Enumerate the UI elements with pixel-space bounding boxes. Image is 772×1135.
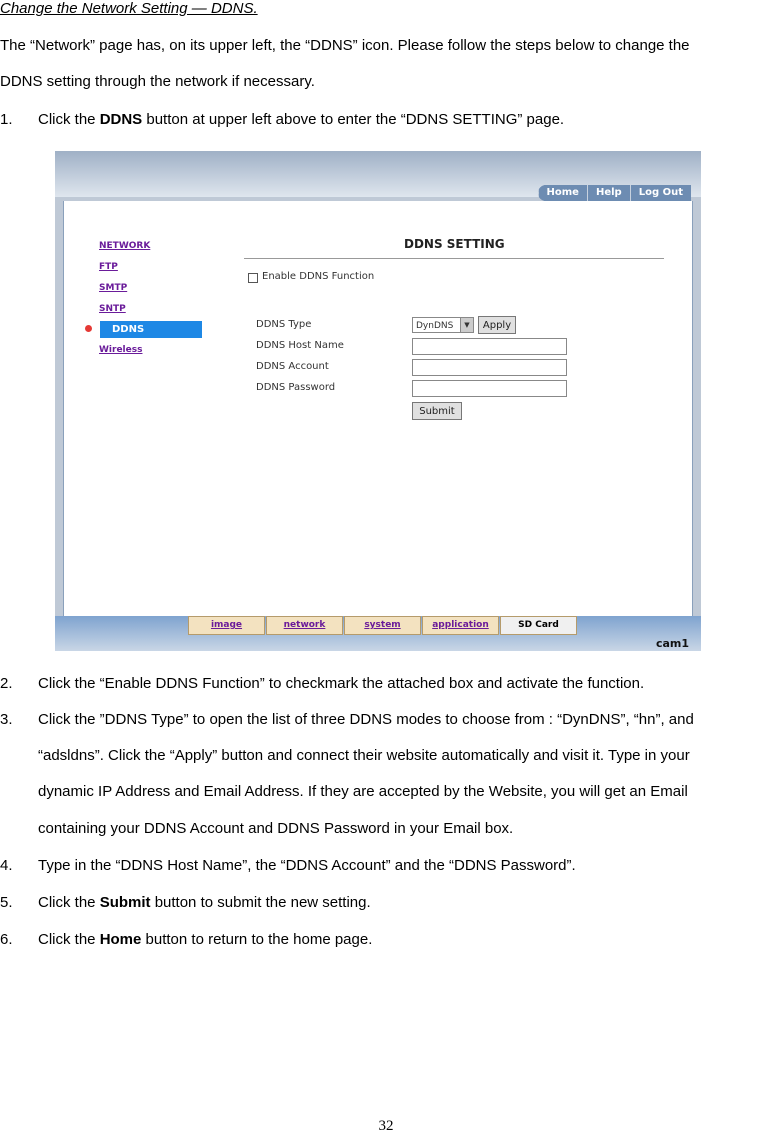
camera-label: cam1 [655,637,689,650]
sidebar-item-wireless[interactable]: Wireless [99,345,143,355]
sidebar-item-smtp[interactable]: SMTP [99,283,128,293]
tab-network[interactable]: network [266,616,343,635]
ddns-account-field[interactable] [412,359,567,376]
step-1: Click the DDNS button at upper left above to enter the “DDNS SETTING” page. [38,111,565,128]
submit-keyword: Submit [99,894,151,911]
ddns-setting-title: DDNS SETTING [404,237,505,251]
step-3-line-1: Click the ”DDNS Type” to open the list of three DDNS modes to choose from : “DynDNS”, “hn”, and [38,711,694,728]
intro-line-2: DDNS setting through the network if necessary. [0,73,315,90]
ddns-type-label: DDNS Type [256,319,312,330]
submit-button[interactable]: Submit [412,402,462,420]
home-button[interactable]: Home [538,185,587,201]
step-number: 5. [0,894,13,911]
ddns-host-name-field[interactable] [412,338,567,355]
step-3-line-4: containing your DDNS Account and DDNS Password in your Email box. [38,820,514,837]
active-indicator-icon [85,325,92,332]
ddns-keyword: DDNS [99,111,143,128]
enable-ddns-label: Enable DDNS Function [262,271,375,282]
step-number: 6. [0,931,13,948]
ddns-password-label: DDNS Password [256,382,336,393]
sidebar-item-sntp[interactable]: SNTP [99,304,126,314]
step-number: 2. [0,675,13,692]
step-3-line-3: dynamic IP Address and Email Address. If they are accepted by the Website, you will get an Email [38,783,688,800]
logout-button[interactable]: Log Out [630,185,691,201]
tab-image[interactable]: image [188,616,265,635]
sidebar-item-ddns[interactable]: DDNS [100,321,202,338]
ddns-host-name-label: DDNS Host Name [256,340,344,351]
page-number: 32 [378,1118,394,1134]
step-6: Click the Home button to return to the home page. [38,931,373,948]
help-button[interactable]: Help [587,185,630,201]
home-keyword: Home [99,931,142,948]
step-4: Type in the “DDNS Host Name”, the “DDNS Account” and the “DDNS Password”. [38,857,576,874]
sidebar-item-ftp[interactable]: FTP [99,262,118,272]
ddns-account-label: DDNS Account [256,361,329,372]
tab-sd-card[interactable]: SD Card [500,616,577,635]
tab-application[interactable]: application [422,616,499,635]
chevron-down-icon: ▼ [460,318,473,332]
divider [244,258,664,259]
intro-line-1: The “Network” page has, on its upper left, the “DDNS” icon. Please follow the steps below to change the [0,37,690,54]
step-number: 4. [0,857,13,874]
apply-button[interactable]: Apply [478,316,516,334]
settings-panel [63,201,693,616]
ddns-type-select[interactable]: DynDNS ▼ [412,317,474,333]
top-button-group [538,185,692,201]
bottom-tab-bar [188,616,578,635]
step-5: Click the Submit button to submit the new setting. [38,894,371,911]
step-2: Click the “Enable DDNS Function” to checkmark the attached box and activate the function. [38,675,645,692]
tab-system[interactable]: system [344,616,421,635]
step-number: 3. [0,711,13,728]
sidebar-item-network[interactable]: NETWORK [99,241,151,251]
enable-ddns-checkbox[interactable] [248,273,258,283]
ddns-password-field[interactable] [412,380,567,397]
ddns-screenshot [55,151,701,651]
step-number: 1. [0,111,13,128]
section-heading: Change the Network Setting — DDNS. [0,0,258,17]
step-3-line-2: “adsldns”. Click the “Apply” button and connect their website automatically and visit it. Type in your [38,747,690,764]
